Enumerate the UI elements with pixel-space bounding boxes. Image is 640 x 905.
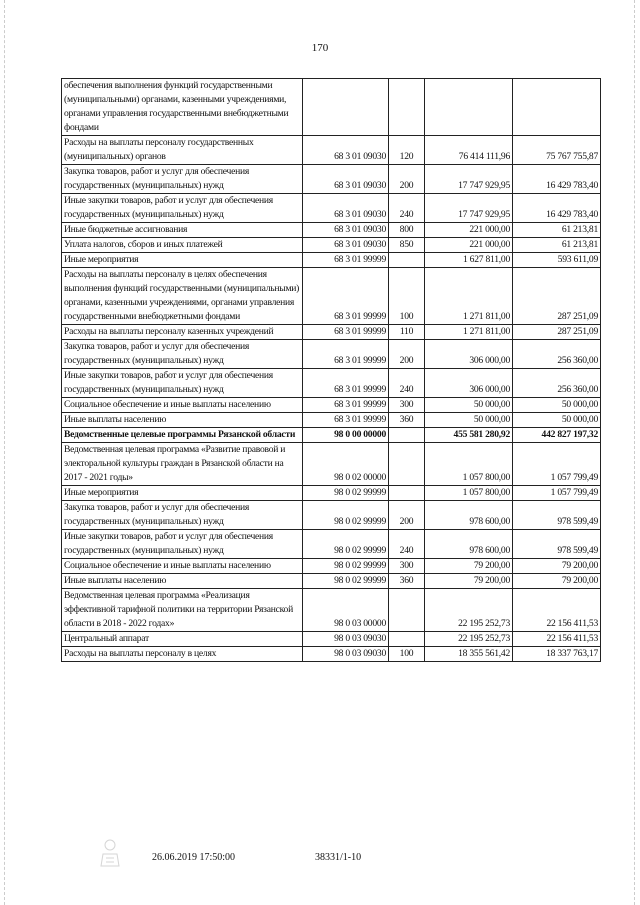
row-sum-actual: 75 767 755,87 bbox=[513, 136, 601, 165]
row-code: 98 0 03 00000 bbox=[303, 589, 389, 632]
row-code: 68 3 01 09030 bbox=[303, 194, 389, 223]
row-sum-actual bbox=[513, 79, 601, 136]
row-sum-actual: 16 429 783,40 bbox=[513, 194, 601, 223]
row-name: Иные закупки товаров, работ и услуг для обеспечения государственных (муниципальных) нужд bbox=[62, 194, 303, 223]
row-name: Ведомственные целевые программы Рязанской области bbox=[62, 428, 303, 443]
table-row bbox=[62, 632, 601, 647]
row-vr: 200 bbox=[389, 501, 425, 530]
row-code: 98 0 02 99999 bbox=[303, 486, 389, 501]
row-sum-actual: 61 213,81 bbox=[513, 238, 601, 253]
row-sum-actual: 1 057 799,49 bbox=[513, 443, 601, 486]
row-sum-planned: 306 000,00 bbox=[425, 340, 513, 369]
table-row bbox=[62, 369, 601, 398]
row-code: 68 3 01 09030 bbox=[303, 136, 389, 165]
row-name: Иные бюджетные ассигнования bbox=[62, 223, 303, 238]
row-name: Иные мероприятия bbox=[62, 253, 303, 268]
row-sum-planned: 978 600,00 bbox=[425, 530, 513, 559]
row-code: 68 3 01 09030 bbox=[303, 238, 389, 253]
row-vr: 240 bbox=[389, 369, 425, 398]
row-vr bbox=[389, 486, 425, 501]
row-code: 98 0 03 09030 bbox=[303, 647, 389, 662]
row-sum-actual: 18 337 763,17 bbox=[513, 647, 601, 662]
row-vr: 300 bbox=[389, 559, 425, 574]
table-row bbox=[62, 340, 601, 369]
row-name: Ведомственная целевая программа «Реализация эффективной тарифной политики на территории Рязанской области в 2018 - 2022 годах» bbox=[62, 589, 303, 632]
row-code: 98 0 02 99999 bbox=[303, 501, 389, 530]
table-row bbox=[62, 589, 601, 632]
row-sum-planned: 76 414 111,96 bbox=[425, 136, 513, 165]
row-sum-actual: 61 213,81 bbox=[513, 223, 601, 238]
row-sum-planned: 1 627 811,00 bbox=[425, 253, 513, 268]
row-sum-planned: 79 200,00 bbox=[425, 574, 513, 589]
row-vr: 110 bbox=[389, 325, 425, 340]
row-name: Центральный аппарат bbox=[62, 632, 303, 647]
row-sum-planned bbox=[425, 79, 513, 136]
row-vr: 800 bbox=[389, 223, 425, 238]
table-row bbox=[62, 486, 601, 501]
row-code bbox=[303, 79, 389, 136]
row-sum-actual: 256 360,00 bbox=[513, 369, 601, 398]
page-number: 170 bbox=[311, 42, 329, 54]
table-row bbox=[62, 136, 601, 165]
row-vr: 200 bbox=[389, 340, 425, 369]
seal-icon bbox=[98, 838, 122, 868]
row-name: Иные выплаты населению bbox=[62, 574, 303, 589]
footer-doc-number: 38331/1-10 bbox=[315, 852, 362, 863]
row-name: Закупка товаров, работ и услуг для обеспечения государственных (муниципальных) нужд bbox=[62, 501, 303, 530]
row-code: 98 0 02 99999 bbox=[303, 530, 389, 559]
table-row bbox=[62, 559, 601, 574]
row-vr bbox=[389, 443, 425, 486]
budget-table-body bbox=[62, 79, 601, 662]
row-sum-actual: 50 000,00 bbox=[513, 413, 601, 428]
row-name: Иные выплаты населению bbox=[62, 413, 303, 428]
row-code: 68 3 01 99999 bbox=[303, 325, 389, 340]
table-row bbox=[62, 79, 601, 136]
row-sum-actual: 287 251,09 bbox=[513, 268, 601, 325]
row-code: 68 3 01 09030 bbox=[303, 223, 389, 238]
row-name: Социальное обеспечение и иные выплаты населению bbox=[62, 559, 303, 574]
row-sum-actual: 50 000,00 bbox=[513, 398, 601, 413]
row-sum-planned: 79 200,00 bbox=[425, 559, 513, 574]
row-code: 68 3 01 99999 bbox=[303, 398, 389, 413]
table-row bbox=[62, 194, 601, 223]
row-sum-actual: 22 156 411,53 bbox=[513, 632, 601, 647]
row-sum-planned: 455 581 280,92 bbox=[425, 428, 513, 443]
row-sum-actual: 442 827 197,32 bbox=[513, 428, 601, 443]
row-vr: 850 bbox=[389, 238, 425, 253]
row-vr bbox=[389, 632, 425, 647]
row-sum-planned: 978 600,00 bbox=[425, 501, 513, 530]
row-vr bbox=[389, 589, 425, 632]
table-row bbox=[62, 501, 601, 530]
row-code: 68 3 01 99999 bbox=[303, 253, 389, 268]
row-name: Иные закупки товаров, работ и услуг для обеспечения государственных (муниципальных) нужд bbox=[62, 530, 303, 559]
binding-edge-left bbox=[4, 0, 6, 905]
row-sum-planned: 221 000,00 bbox=[425, 238, 513, 253]
table-row bbox=[62, 223, 601, 238]
row-sum-actual: 287 251,09 bbox=[513, 325, 601, 340]
row-sum-actual: 593 611,09 bbox=[513, 253, 601, 268]
row-vr: 240 bbox=[389, 530, 425, 559]
row-code: 68 3 01 99999 bbox=[303, 340, 389, 369]
table-row bbox=[62, 268, 601, 325]
row-name: Иные закупки товаров, работ и услуг для обеспечения государственных (муниципальных) нужд bbox=[62, 369, 303, 398]
row-sum-planned: 1 057 800,00 bbox=[425, 486, 513, 501]
row-vr bbox=[389, 79, 425, 136]
table-row bbox=[62, 325, 601, 340]
row-code: 68 3 01 99999 bbox=[303, 369, 389, 398]
row-code: 98 0 02 99999 bbox=[303, 574, 389, 589]
row-sum-planned: 1 271 811,00 bbox=[425, 325, 513, 340]
table-row bbox=[62, 530, 601, 559]
table-row bbox=[62, 398, 601, 413]
row-sum-actual: 16 429 783,40 bbox=[513, 165, 601, 194]
row-sum-actual: 256 360,00 bbox=[513, 340, 601, 369]
row-vr bbox=[389, 428, 425, 443]
table-row bbox=[62, 238, 601, 253]
row-sum-planned: 221 000,00 bbox=[425, 223, 513, 238]
row-sum-actual: 22 156 411,53 bbox=[513, 589, 601, 632]
row-vr: 300 bbox=[389, 398, 425, 413]
row-sum-actual: 978 599,49 bbox=[513, 501, 601, 530]
row-sum-planned: 22 195 252,73 bbox=[425, 632, 513, 647]
table-row bbox=[62, 253, 601, 268]
row-sum-actual: 1 057 799,49 bbox=[513, 486, 601, 501]
table-row bbox=[62, 165, 601, 194]
row-name: Расходы на выплаты персоналу казенных учреждений bbox=[62, 325, 303, 340]
row-code: 98 0 02 00000 bbox=[303, 443, 389, 486]
row-name: Закупка товаров, работ и услуг для обеспечения государственных (муниципальных) нужд bbox=[62, 165, 303, 194]
row-name: Расходы на выплаты персоналу в целях обеспечения выполнения функций государственными (муниципальными) органами, казенными учреждениями, органами управления государственными внебюджетными фондами bbox=[62, 268, 303, 325]
row-vr: 120 bbox=[389, 136, 425, 165]
row-name: Ведомственная целевая программа «Развитие правовой и электоральной культуры граждан в Рязанской области на 2017 - 2021 годы» bbox=[62, 443, 303, 486]
row-vr: 100 bbox=[389, 647, 425, 662]
row-code: 68 3 01 09030 bbox=[303, 165, 389, 194]
row-vr: 100 bbox=[389, 268, 425, 325]
row-name: обеспечения выполнения функций государственными (муниципальными) органами, казенными учреждениями, органами управления государственными внебюджетными фондами bbox=[62, 79, 303, 136]
row-sum-planned: 17 747 929,95 bbox=[425, 194, 513, 223]
row-code: 68 3 01 99999 bbox=[303, 413, 389, 428]
row-sum-planned: 50 000,00 bbox=[425, 398, 513, 413]
row-code: 68 3 01 99999 bbox=[303, 268, 389, 325]
table-row bbox=[62, 428, 601, 443]
row-name: Иные мероприятия bbox=[62, 486, 303, 501]
row-vr: 360 bbox=[389, 574, 425, 589]
table-row bbox=[62, 574, 601, 589]
row-sum-planned: 22 195 252,73 bbox=[425, 589, 513, 632]
row-sum-planned: 18 355 561,42 bbox=[425, 647, 513, 662]
row-name: Расходы на выплаты персоналу в целях bbox=[62, 647, 303, 662]
row-vr: 240 bbox=[389, 194, 425, 223]
row-name: Уплата налогов, сборов и иных платежей bbox=[62, 238, 303, 253]
budget-table bbox=[61, 78, 601, 662]
row-sum-actual: 79 200,00 bbox=[513, 574, 601, 589]
row-sum-planned: 50 000,00 bbox=[425, 413, 513, 428]
row-name: Закупка товаров, работ и услуг для обеспечения государственных (муниципальных) нужд bbox=[62, 340, 303, 369]
binding-edge-right bbox=[634, 0, 636, 905]
row-name: Социальное обеспечение и иные выплаты населению bbox=[62, 398, 303, 413]
table-row bbox=[62, 443, 601, 486]
table-row bbox=[62, 413, 601, 428]
row-sum-actual: 978 599,49 bbox=[513, 530, 601, 559]
row-code: 98 0 00 00000 bbox=[303, 428, 389, 443]
row-vr: 360 bbox=[389, 413, 425, 428]
row-sum-planned: 1 057 800,00 bbox=[425, 443, 513, 486]
row-sum-actual: 79 200,00 bbox=[513, 559, 601, 574]
table-row bbox=[62, 647, 601, 662]
row-code: 98 0 03 09030 bbox=[303, 632, 389, 647]
row-sum-planned: 1 271 811,00 bbox=[425, 268, 513, 325]
row-sum-planned: 306 000,00 bbox=[425, 369, 513, 398]
row-sum-planned: 17 747 929,95 bbox=[425, 165, 513, 194]
row-code: 98 0 02 99999 bbox=[303, 559, 389, 574]
row-name: Расходы на выплаты персоналу государственных (муниципальных) органов bbox=[62, 136, 303, 165]
footer-date: 26.06.2019 17:50:00 bbox=[152, 852, 236, 863]
row-vr bbox=[389, 253, 425, 268]
row-vr: 200 bbox=[389, 165, 425, 194]
